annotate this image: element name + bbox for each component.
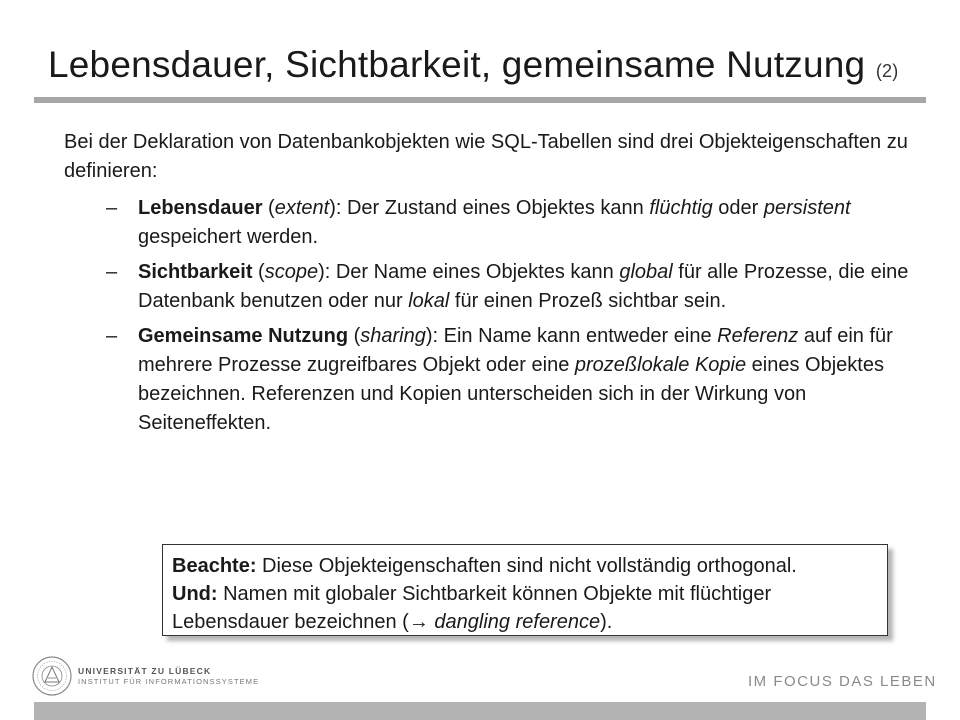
english-term: scope <box>264 261 319 283</box>
emphasis: global <box>619 261 673 283</box>
item-text: eines Objektes bezeichnen. Referenzen und Kopien unterscheiden sich in der Wirkung von Seiteneffekten. <box>138 354 884 434</box>
english-term: sharing <box>360 325 426 347</box>
note-line-1 <box>172 552 887 580</box>
note-label-und: Und: <box>172 583 218 605</box>
slide-title <box>48 44 898 86</box>
term-extent: Lebensdauer <box>138 197 263 219</box>
slide-title-suffix: (2) <box>875 61 899 81</box>
list-item-scope <box>64 258 914 316</box>
english-term: extent <box>274 197 330 219</box>
university-logo <box>30 654 260 700</box>
emphasis: persistent <box>763 197 851 219</box>
slide-body <box>64 128 914 444</box>
item-text: für einen Prozeß sichtbar sein. <box>449 290 727 312</box>
note-box <box>162 544 888 636</box>
item-text: ( <box>348 325 361 347</box>
intro-text: Bei der Deklaration von Datenbankobjekten wie SQL-Tabellen sind drei Objekteigenschaften zu definieren: <box>64 131 908 182</box>
institute-name: INSTITUT FÜR INFORMATIONSSYSTEME <box>78 677 260 686</box>
item-text: oder <box>712 197 764 219</box>
item-text: ): Ein Name kann entweder eine <box>425 325 718 347</box>
note-text: Diese Objekteigenschaften sind nicht vollständig orthogonal. <box>256 555 797 577</box>
slogan: IM FOCUS DAS LEBEN <box>748 673 937 690</box>
emphasis: prozeßlokale Kopie <box>574 354 747 376</box>
item-text: ( <box>252 261 265 283</box>
property-list <box>64 194 914 438</box>
item-text: gespeichert werden. <box>138 226 319 248</box>
title-rule <box>34 97 926 103</box>
note-text: Namen mit globaler Sichtbarkeit können Objekte mit flüchtiger <box>217 583 772 605</box>
list-item-sharing <box>64 322 914 438</box>
note-text: Lebensdauer bezeichnen ( <box>172 611 409 633</box>
note-line-3 <box>172 608 887 636</box>
note-line-2 <box>172 580 887 608</box>
university-name: UNIVERSITÄT ZU LÜBECK <box>78 666 212 676</box>
arrow-icon: → <box>408 611 429 633</box>
item-text: ): Der Name eines Objektes kann <box>318 261 620 283</box>
emphasis: Referenz <box>717 325 799 347</box>
university-seal-icon <box>30 654 74 698</box>
note-text: ). <box>600 611 613 633</box>
item-text: auf ein für mehrere Prozesse zugreifbares Objekt oder eine <box>138 325 893 376</box>
footer-bar <box>34 702 926 720</box>
term-scope: Sichtbarkeit <box>138 261 253 283</box>
slide-title-text: Lebensdauer, Sichtbarkeit, gemeinsame Nutzung <box>48 44 866 85</box>
emphasis: flüchtig <box>649 197 713 219</box>
item-text: für alle Prozesse, die eine Datenbank benutzen oder nur <box>138 261 909 312</box>
item-text: ): Der Zustand eines Objektes kann <box>329 197 650 219</box>
list-dash: – <box>106 197 118 219</box>
emphasis: lokal <box>408 290 450 312</box>
list-dash: – <box>106 325 118 347</box>
note-label-beachte: Beachte: <box>172 555 257 577</box>
list-item-extent <box>64 194 914 252</box>
term-sharing: Gemeinsame Nutzung <box>138 325 349 347</box>
item-text: ( <box>262 197 275 219</box>
list-dash: – <box>106 261 118 283</box>
note-emphasis: dangling reference <box>428 611 601 633</box>
